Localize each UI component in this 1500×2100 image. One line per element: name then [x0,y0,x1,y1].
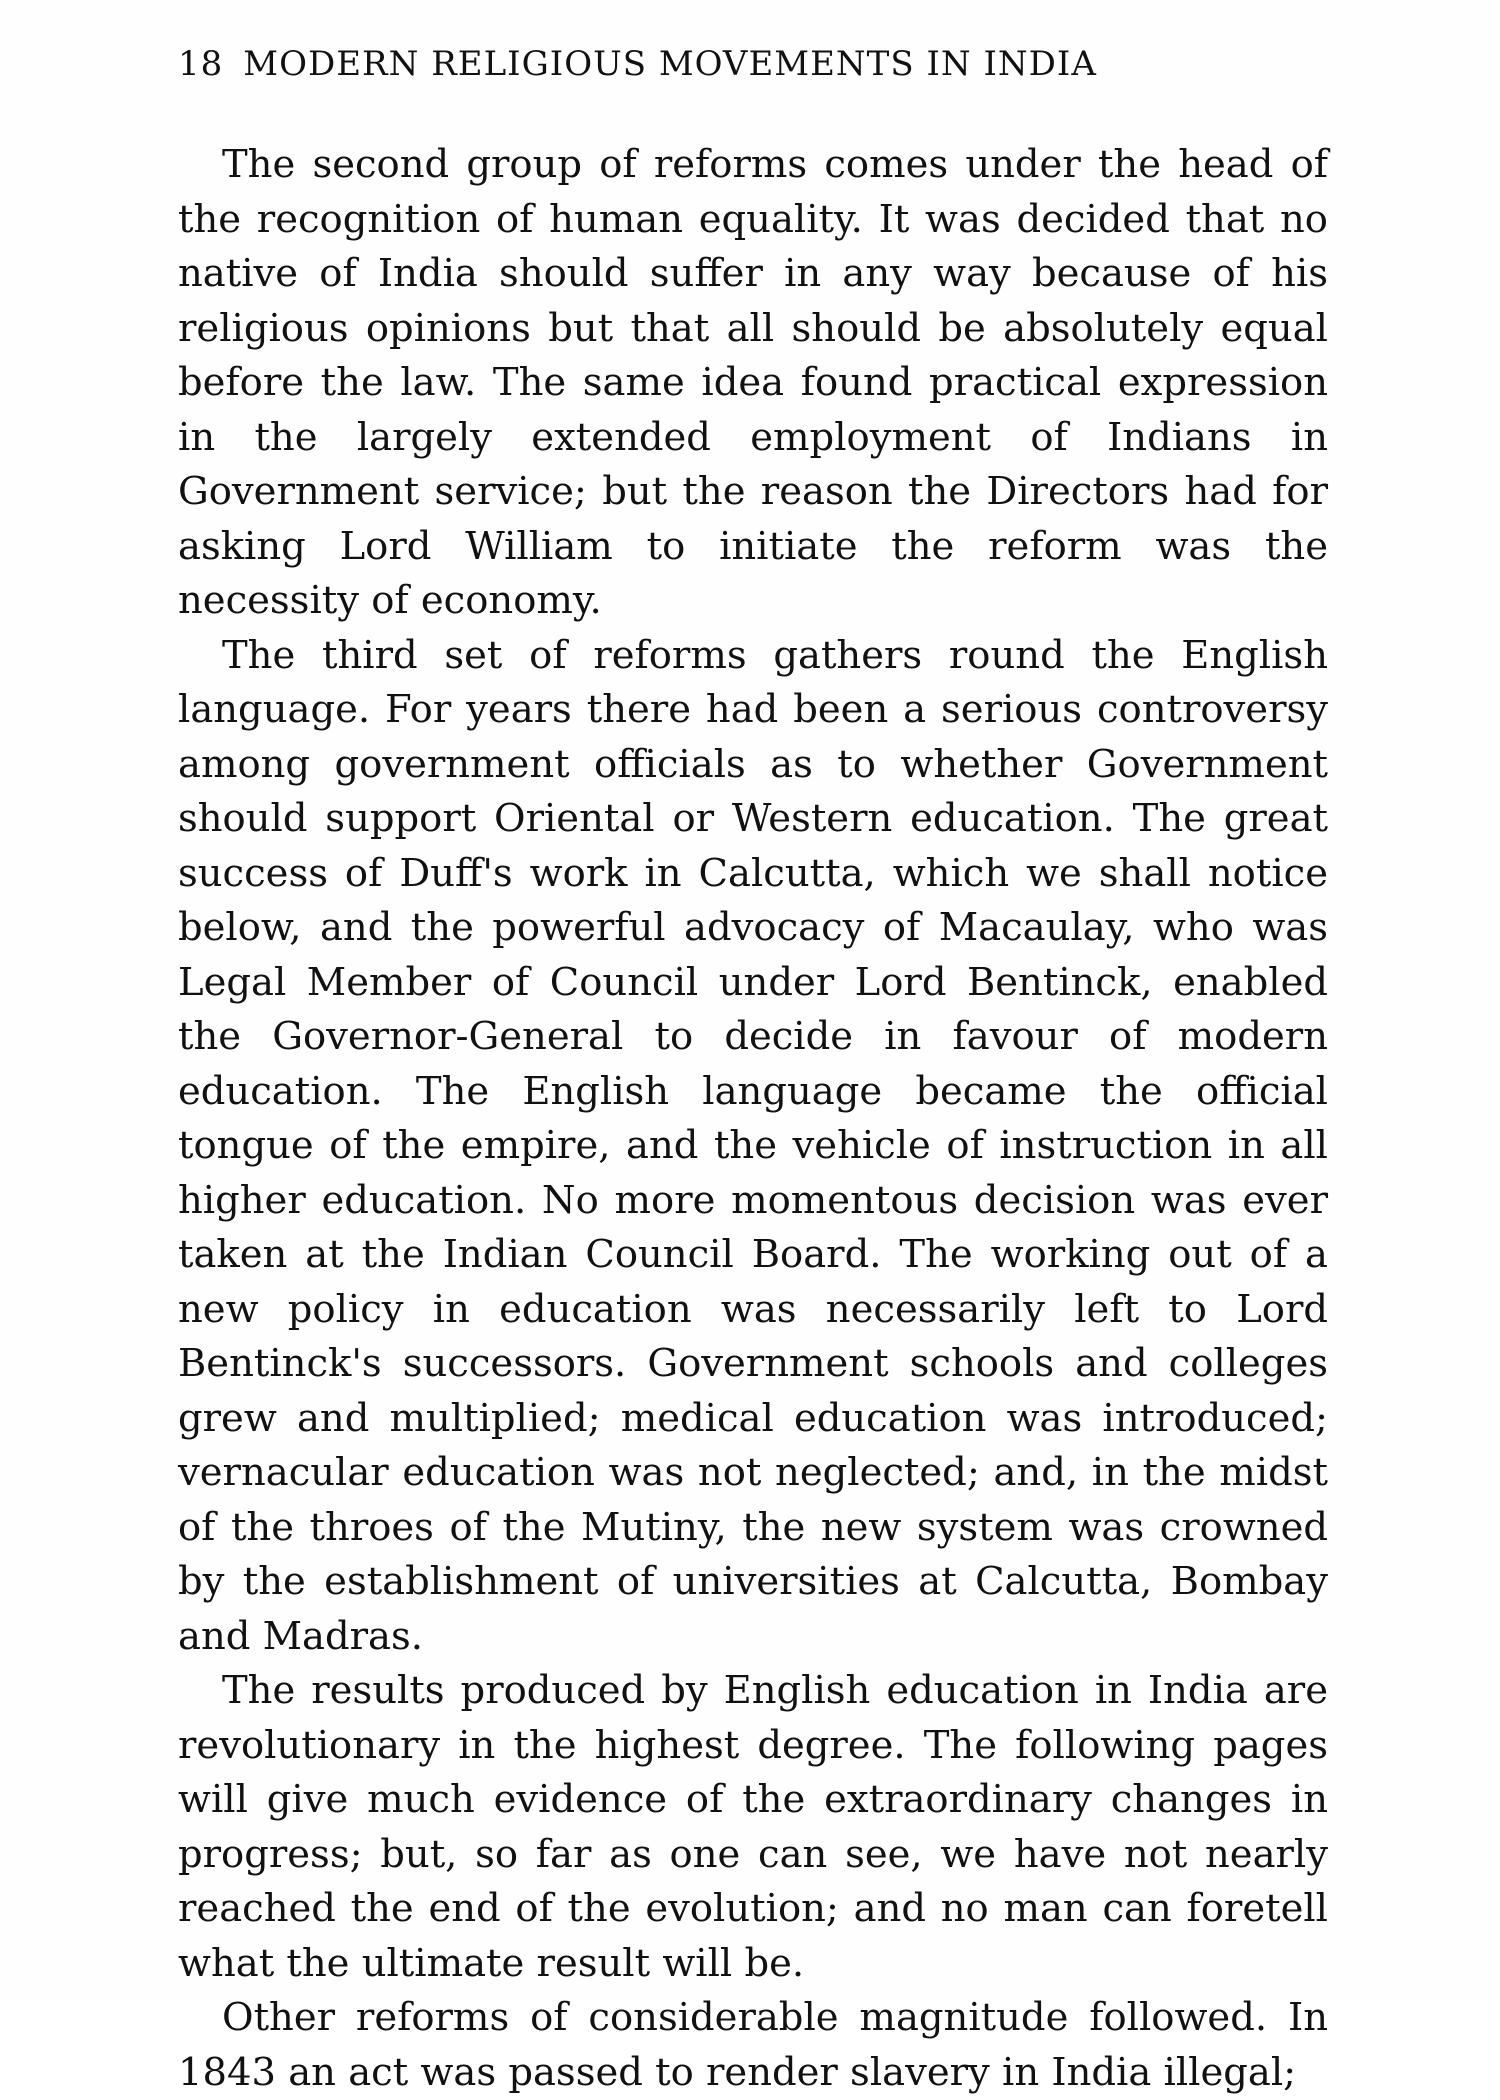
body-text [178,138,1328,2100]
running-head [178,44,1328,84]
running-title: MODERN RELIGIOUS MOVEMENTS IN INDIA [243,44,1097,84]
paragraph-english-education-results: The results produced by English education in India are revolutionary in the highest degree. The following pages will give much evidence of the extraordinary changes in progress; but, so far as one can see, we have not nearly reached the end of the evolution; and no man can foretell what the ultimate result will be. [178,1668,1328,1986]
paragraph-human-equality: The second group of reforms comes under the head of the recognition of human equality. It was decided that no native of India should suffer in any way because of his religious opinions but that all should be absolutely equal before the law. The same idea found practical expression in the largely extended employment of Indians in Government service; but the reason the Directors had for asking Lord William to initiate the reform was the necessity of economy. [178,142,1328,623]
paragraph-other-reforms: Other reforms of considerable magnitude followed. In 1843 an act was passed to render slavery in India illegal; [178,1995,1328,2095]
paragraph-english-language: The third set of reforms gathers round the English language. For years there had been a serious controversy among government officials as to whether Government should support Oriental or Western education. The great success of Duff's work in Calcutta, which we shall notice below, and the powerful advocacy of Macaulay, who was Legal Member of Council under Lord Bentinck, enabled the Governor-General to decide in favour of modern education. The English language became the official tongue of the empire, and the vehicle of instruction in all higher education. No more momentous decision was ever taken at the Indian Council Board. The working out of a new policy in education was necessarily left to Lord Bentinck's successors. Government schools and colleges grew and multiplied; medical education was introduced; vernacular education was not neglected; and, in the midst of the throes of the Mutiny, the new system was crowned by the establishment of universities at Calcutta, Bombay and Madras. [178,632,1328,1659]
page-number: 18 [178,44,224,84]
